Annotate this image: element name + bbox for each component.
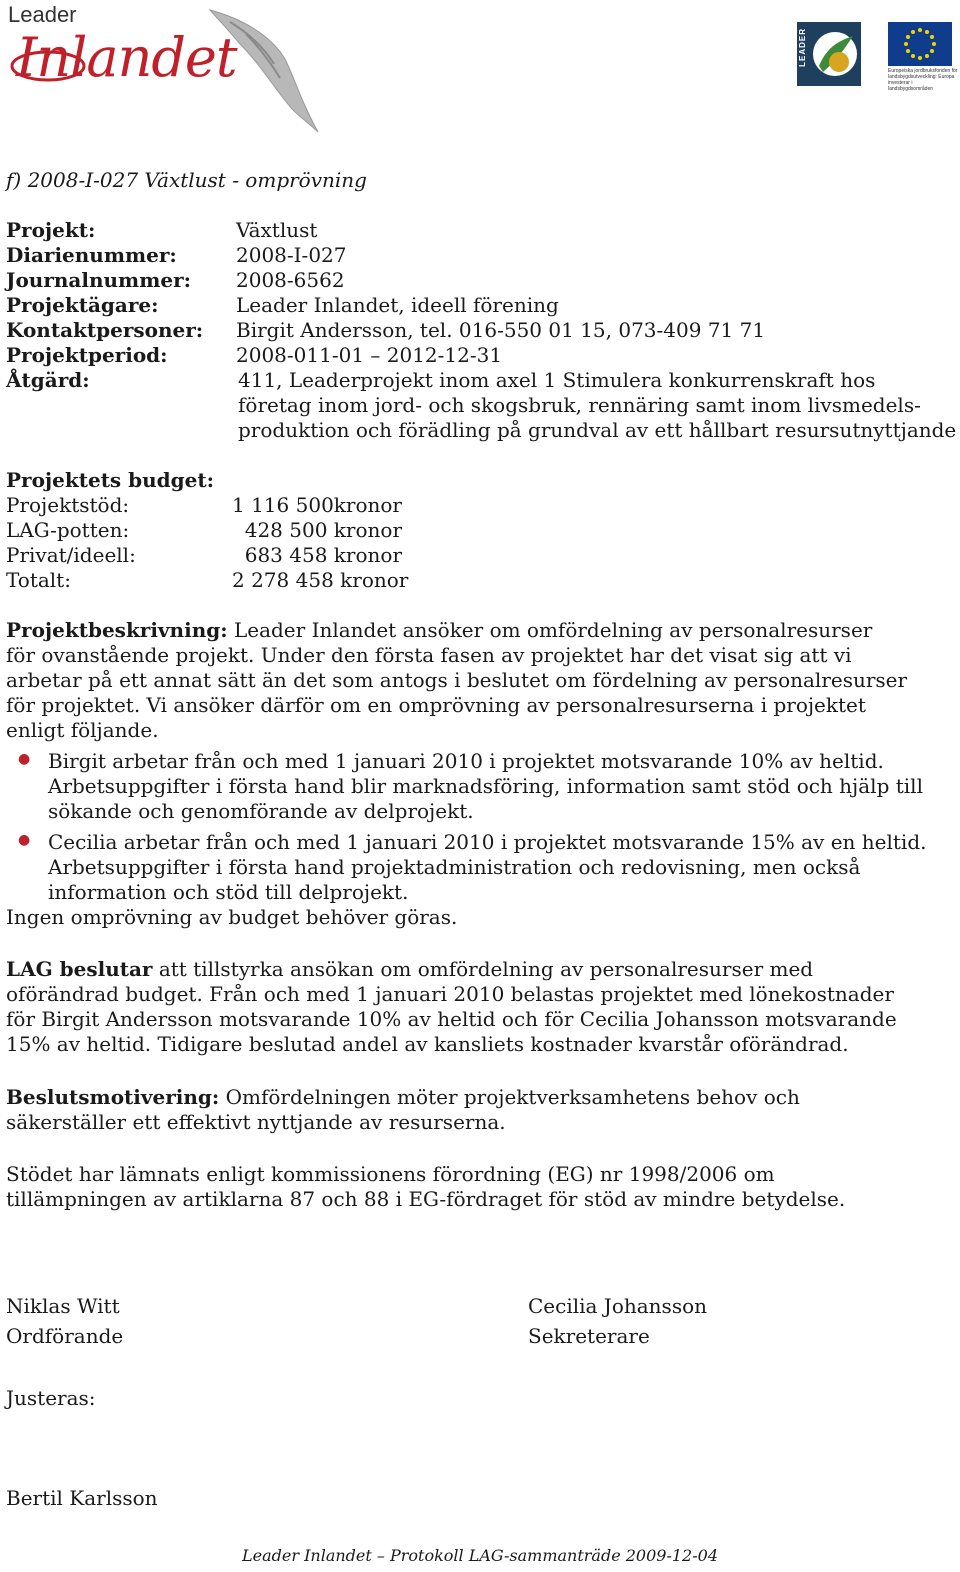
bullet-icon: ● (18, 751, 31, 767)
page-footer: Leader Inlandet – Protokoll LAG-sammanträde 2009-12-04 (242, 1546, 718, 1565)
signature-left-role: Ordförande (6, 1324, 124, 1348)
budget-label: LAG-potten: (6, 518, 130, 542)
budget-heading: Projektets budget: (6, 468, 214, 492)
field-value-projektagare: Leader Inlandet, ideell förening (236, 293, 559, 317)
description-line: för projektet. Vi ansöker därför om en omprövning av personalresurserna i projektet (6, 693, 866, 717)
description-line: arbetar på ett annat sätt än det som antogs i beslutet om fördelning av personalresurser (6, 668, 908, 692)
leader-logo (797, 22, 861, 86)
description-line: enligt följande. (6, 718, 159, 742)
field-value-kontaktpersoner: Birgit Andersson, tel. 016-550 01 15, 073-409 71 71 (236, 318, 766, 342)
bullet-line: sökande och genomförande av delprojekt. (48, 799, 474, 823)
signature-left-name: Niklas Witt (6, 1294, 120, 1318)
motivation-first-line (6, 1085, 800, 1110)
logo-text-leader: Leader (8, 2, 77, 27)
header (0, 0, 960, 150)
budget-value: 683 458 kronor (244, 543, 402, 567)
motivation-heading: Beslutsmotivering: (6, 1085, 220, 1109)
leader-emblem-icon (809, 26, 859, 82)
logo-swoosh (8, 40, 88, 90)
signature-right-role: Sekreterare (528, 1324, 650, 1348)
leader-logo-text: LEADER (798, 28, 807, 67)
support-line: Stödet har lämnats enligt kommissionens förordning (EG) nr 1998/2006 om (6, 1162, 775, 1186)
description-closing: Ingen omprövning av budget behöver göras. (6, 905, 458, 929)
page-title: f) 2008-I-027 Växtlust - omprövning (6, 168, 367, 192)
decision-line: 15% av heltid. Tidigare beslutad andel av kansliets kostnader kvarstår oförändrad. (6, 1032, 849, 1056)
field-label-kontaktpersoner: Kontaktpersoner: (6, 318, 204, 342)
field-label-diarienummer: Diarienummer: (6, 243, 177, 267)
budget-value: 2 278 458 kronor (232, 568, 409, 592)
signature-right-name: Cecilia Johansson (528, 1294, 708, 1318)
decision-line: för Birgit Andersson motsvarande 10% av heltid och för Cecilia Johansson motsvarande (6, 1007, 897, 1031)
bullet-line: Cecilia arbetar från och med 1 januari 2010 i projektet motsvarande 15% av en heltid. (48, 830, 927, 854)
logo-text-inlandet: Inlandet (16, 26, 237, 89)
decision-first-line (6, 957, 813, 982)
description-text: Leader Inlandet ansöker om omfördelning av personalresurser (227, 618, 873, 642)
bullet-line: information och stöd till delprojekt. (48, 880, 409, 904)
field-value-journalnummer: 2008-6562 (236, 268, 345, 292)
budget-label: Totalt: (6, 568, 71, 592)
field-label-projekt: Projekt: (6, 218, 96, 242)
justeras-label: Justeras: (6, 1386, 96, 1410)
support-line: tillämpningen av artiklarna 87 och 88 i EG-fördraget för stöd av mindre betydelse. (6, 1187, 846, 1211)
field-value-projektperiod: 2008-011-01 – 2012-12-31 (236, 343, 503, 367)
description-line: för ovanstående projekt. Under den första fasen av projektet har det visat sig att vi (6, 643, 852, 667)
budget-value: 428 500 kronor (244, 518, 402, 542)
bullet-line: Arbetsuppgifter i första hand projektadministration och redovisning, men också (48, 855, 861, 879)
budget-value: 1 116 500kronor (232, 493, 402, 517)
decision-heading: LAG beslutar (6, 957, 153, 981)
field-label-projektagare: Projektägare: (6, 293, 159, 317)
bullet-line: Arbetsuppgifter i första hand blir marknadsföring, information samt stöd och hjälp till (48, 774, 923, 798)
description-first-line (6, 618, 872, 643)
atgard-line: produktion och förädling på grundval av ett hållbart resursutnyttjande (238, 418, 957, 442)
bullet-icon: ● (18, 832, 31, 848)
description-heading: Projektbeskrivning: (6, 618, 228, 642)
decision-line: oförändrad budget. Från och med 1 januari 2010 belastas projektet med lönekostnader (6, 982, 894, 1006)
field-value-projekt: Växtlust (236, 218, 318, 242)
budget-label: Projektstöd: (6, 493, 130, 517)
justeras-name: Bertil Karlsson (6, 1486, 158, 1510)
field-label-atgard: Åtgärd: (6, 368, 90, 392)
motivation-line: säkerställer ett effektivt nyttjande av resurserna. (6, 1110, 506, 1134)
eu-stars-icon (888, 22, 952, 66)
decision-text: att tillstyrka ansökan om omfördelning av personalresurser med (152, 957, 814, 981)
field-label-projektperiod: Projektperiod: (6, 343, 168, 367)
field-value-diarienummer: 2008-I-027 (236, 243, 347, 267)
motivation-text: Omfördelningen möter projektverksamhetens behov och (219, 1085, 800, 1109)
eu-caption: Europeiska jordbruksfonden för landsbygdsutveckling: Europa investerar i landsbygdsområden (888, 68, 958, 92)
atgard-line: företag inom jord- och skogsbruk, rennäring samt inom livsmedels- (238, 393, 921, 417)
bullet-line: Birgit arbetar från och med 1 januari 2010 i projektet motsvarande 10% av heltid. (48, 749, 884, 773)
atgard-line: 411, Leaderprojekt inom axel 1 Stimulera konkurrenskraft hos (238, 368, 876, 392)
budget-label: Privat/ideell: (6, 543, 136, 567)
field-label-journalnummer: Journalnummer: (6, 268, 192, 292)
eu-flag-logo (888, 22, 952, 66)
